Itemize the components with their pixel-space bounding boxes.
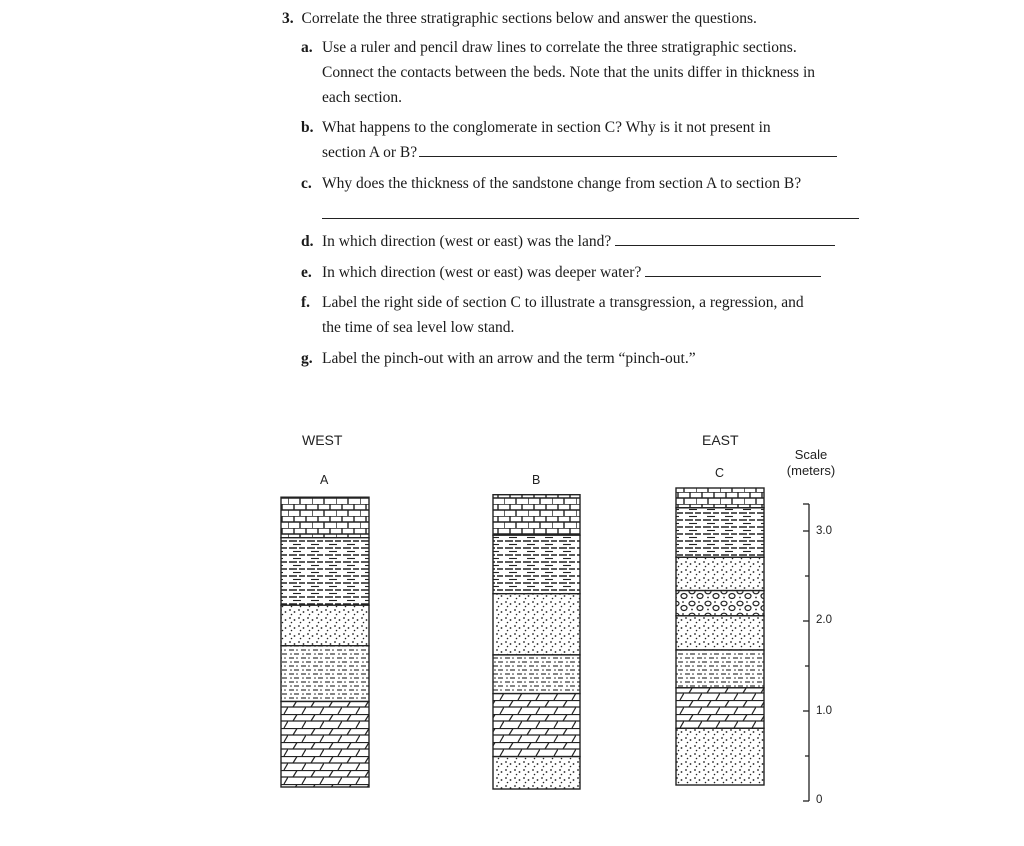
bed-limestone [676, 488, 764, 508]
item-b-line-2: section A or B? [322, 144, 418, 161]
bed-sandstone [676, 728, 764, 785]
item-letter: g. [301, 350, 313, 367]
bed-sandstone [676, 557, 764, 590]
bed-dolomite [493, 694, 580, 757]
bed-sandstone [676, 616, 764, 650]
item-letter: d. [301, 233, 314, 250]
scale-label-2: 2.0 [816, 614, 832, 626]
columns-group [281, 488, 764, 789]
bed-sandstone [493, 757, 580, 789]
east-label: EAST [702, 432, 739, 448]
item-letter: f. [301, 294, 311, 311]
scale-label-1: 1.0 [816, 705, 832, 717]
item-c-line-1: Why does the thickness of the sandstone change from section A to section B? [322, 175, 802, 192]
section-c-label: C [715, 466, 725, 480]
scale-label-3: 3.0 [816, 525, 832, 537]
question-number: 3. [282, 10, 294, 27]
item-letter: e. [301, 264, 312, 281]
bed-shale [281, 538, 369, 606]
bed-dolomite [281, 702, 369, 788]
scale-bar [803, 504, 809, 801]
item-a-line-3: each section. [322, 89, 403, 106]
item-f-line-1: Label the right side of section C to illustrate a transgression, a regression, and [322, 294, 804, 311]
item-letter: c. [301, 175, 312, 192]
section-a-label: A [320, 473, 329, 487]
bed-dolomite [676, 688, 764, 729]
scale-title-line-1: Scale [794, 447, 828, 462]
bed-siltstone [676, 650, 764, 688]
bed-conglomerate [676, 591, 764, 616]
item-e-line-1: In which direction (west or east) was deeper water? [322, 264, 642, 281]
item-letter: a. [301, 39, 313, 56]
scale-label-0: 0 [816, 794, 823, 806]
question-prompt: Correlate the three stratigraphic sections below and answer the questions. [301, 10, 757, 27]
scale-title-line-2: (meters) [786, 463, 836, 478]
section-b-label: B [532, 473, 541, 487]
bed-sandstone [493, 594, 580, 655]
bed-siltstone [493, 655, 580, 694]
item-letter: b. [301, 119, 314, 136]
bed-shale [676, 508, 764, 558]
bed-shale [493, 535, 580, 594]
item-g-line-1: Label the pinch-out with an arrow and the term “pinch-out.” [322, 350, 696, 367]
section-b-column [493, 495, 580, 789]
west-label: WEST [302, 432, 343, 448]
bed-sandstone [281, 605, 369, 646]
item-a-line-1: Use a ruler and pencil draw lines to correlate the three stratigraphic sections. [322, 39, 797, 56]
item-f-line-2: the time of sea level low stand. [322, 319, 515, 336]
section-a-column [281, 497, 369, 787]
item-d-line-1: In which direction (west or east) was the land? [322, 233, 612, 250]
bed-siltstone [281, 646, 369, 702]
bed-limestone [281, 497, 369, 538]
item-a-line-2: Connect the contacts between the beds. Note that the units differ in thickness in [322, 64, 816, 81]
bed-limestone [493, 495, 580, 536]
section-c-column [676, 488, 764, 785]
item-b-line-1: What happens to the conglomerate in section C? Why is it not present in [322, 119, 771, 136]
